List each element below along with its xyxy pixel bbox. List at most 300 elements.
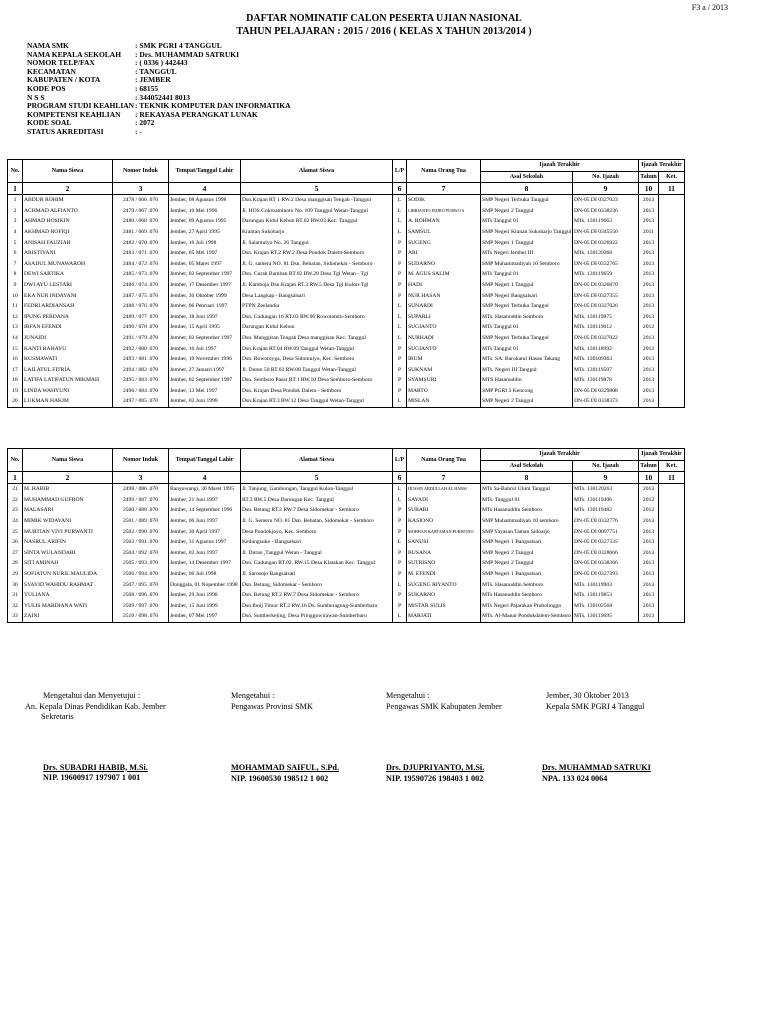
table-row xyxy=(8,291,685,302)
cell-ijazah: DN-05 DI 0327393 xyxy=(573,569,639,580)
col-header-no: No. xyxy=(8,449,23,472)
cell-induk: 2485 / 073 .070 xyxy=(113,269,169,280)
school-info-label: KOMPETENSI KEAHLIAN xyxy=(27,109,121,119)
cell-nama: ACHMAD ALFIANTO xyxy=(23,206,113,217)
cell-alamat: Darungan Kidul Kebun xyxy=(241,322,393,333)
cell-tahun: 2013 xyxy=(639,354,659,365)
student-table-part1 xyxy=(7,159,685,408)
cell-no: 32 xyxy=(8,601,23,612)
cell-ortu: MISTAR SULIS xyxy=(407,601,481,612)
cell-asal: SMP Negeri 1 Bangsalsari xyxy=(481,569,573,580)
cell-ket xyxy=(659,505,685,516)
cell-ket xyxy=(659,580,685,591)
cell-lp: P xyxy=(393,386,407,397)
cell-tahun: 2013 xyxy=(639,206,659,217)
cell-induk: 2507 / 095 .070 xyxy=(113,580,169,591)
col-number: 6 xyxy=(393,183,407,195)
cell-lp: L xyxy=(393,206,407,217)
cell-nama: LAILATUL FITRIA xyxy=(23,365,113,376)
col-number: 5 xyxy=(241,183,393,195)
cell-tahun: 2013 xyxy=(639,280,659,291)
col-number: 2 xyxy=(23,472,113,484)
school-info-label: N S S xyxy=(27,92,45,102)
col-header-no-ijazah: No. Ijazah xyxy=(573,171,639,183)
school-info-row xyxy=(27,111,435,120)
cell-tahun: 2012 xyxy=(639,505,659,516)
col-header-ttl: Tempat/Tanggal Lahir xyxy=(169,160,241,183)
cell-ttl: Jember, 15 Juni 1999 xyxy=(169,601,241,612)
cell-induk: 2481 / 069 .070 xyxy=(113,227,169,238)
cell-alamat: Dsn. Semboro Pasar RT.1 RW.10 Desa Semboro-Semboro xyxy=(241,375,393,386)
cell-ttl: Jember, 17 Desember 1997 xyxy=(169,280,241,291)
sig-line1: Mengetahui dan Menyetujui : xyxy=(43,691,141,700)
cell-ttl: Jember, 08 Agustus 1998 xyxy=(169,195,241,206)
school-info-label: KECAMATAN xyxy=(27,66,76,76)
cell-induk: 2490 / 078 .070 xyxy=(113,322,169,333)
col-number: 2 xyxy=(23,183,113,195)
school-info-row xyxy=(27,76,435,85)
cell-ijazah: DN-05 DI 0338366 xyxy=(573,558,639,569)
cell-no: 31 xyxy=(8,590,23,601)
cell-nama: SYAYID WAHIDU RAHMAT xyxy=(23,580,113,591)
cell-ijazah: MTs. 130102568 xyxy=(573,601,639,612)
cell-ket xyxy=(659,291,685,302)
cell-induk: 2497 / 085 .070 xyxy=(113,396,169,407)
cell-ortu: ARI xyxy=(407,248,481,259)
cell-lp: L xyxy=(393,396,407,407)
cell-lp: L xyxy=(393,484,407,495)
col-header-asal-sekolah: Asal Sekolah xyxy=(481,171,573,183)
cell-asal: MTs Tanggul 01 xyxy=(481,269,573,280)
sig-nip: NIP. 19590726 198403 1 002 xyxy=(386,773,484,783)
cell-ttl: Jember, 16 Juli 1998 xyxy=(169,238,241,249)
table-row xyxy=(8,227,685,238)
cell-asal: MTs Sa-Bahrul Ulum Tanggul xyxy=(481,484,573,495)
cell-no: 22 xyxy=(8,495,23,506)
col-number: 1 xyxy=(8,472,23,484)
cell-ortu: SAMSUL xyxy=(407,227,481,238)
cell-nama: IPUNG PERDANA xyxy=(23,312,113,323)
table-row xyxy=(8,195,685,206)
col-number: 1 xyxy=(8,183,23,195)
cell-ijazah: DN-05 DI 0328666 xyxy=(573,548,639,559)
cell-no: 7 xyxy=(8,259,23,270)
col-header-lp: L/P xyxy=(393,160,407,183)
cell-ket xyxy=(659,344,685,355)
cell-alamat: Dsn. Gadungan RT.02, RW.15 Desa Klatakan Kec. Tanggul xyxy=(241,558,393,569)
cell-no: 30 xyxy=(8,580,23,591)
student-table-part2 xyxy=(7,448,685,623)
cell-tahun: 2013 xyxy=(639,569,659,580)
table-row xyxy=(8,601,685,612)
col-header-ortu: Nama Orang Tua xyxy=(407,160,481,183)
cell-ket xyxy=(659,354,685,365)
col-number: 10 xyxy=(639,472,659,484)
cell-asal: SMP Negeri 2 Tanggul xyxy=(481,558,573,569)
cell-ket xyxy=(659,611,685,622)
cell-alamat: Dsn.Krajan RT 1 RW.2 Desa manggisan Tengah -Tanggul xyxy=(241,195,393,206)
cell-ortu: HUSSIN ABDULLAH AL HABSI xyxy=(407,484,481,495)
cell-nama: FEDRI ARDIANSAH xyxy=(23,301,113,312)
cell-ket xyxy=(659,558,685,569)
cell-ttl: Jember, 27 Januari 1997 xyxy=(169,365,241,376)
cell-ortu: IRUM xyxy=(407,354,481,365)
cell-alamat: Jl. Sarosojo Bangsalsari xyxy=(241,569,393,580)
school-info xyxy=(27,42,435,137)
cell-no: 18 xyxy=(8,375,23,386)
cell-ttl: Jember, 31 Agustus 1997 xyxy=(169,537,241,548)
cell-alamat: PTPN Zeelandia xyxy=(241,301,393,312)
cell-tahun: 2013 xyxy=(639,291,659,302)
cell-alamat: Krantan Sukoharjo xyxy=(241,227,393,238)
cell-ttl: Jember, 29 Juni 1998 xyxy=(169,590,241,601)
table-row xyxy=(8,386,685,397)
cell-alamat: Jl. Salamulyo No. 26 Tanggul xyxy=(241,238,393,249)
sig-line2: Pengawas SMK Kabupaten Jember xyxy=(386,701,502,711)
cell-no: 20 xyxy=(8,396,23,407)
cell-induk: 2504 / 092 .070 xyxy=(113,548,169,559)
sig-nip: NPA. 133 024 0064 xyxy=(542,773,608,783)
school-info-value: : Drs. MUHAMMAD SATRUKI xyxy=(135,49,240,59)
cell-ijazah: MTs. 130119482 xyxy=(573,505,639,516)
cell-ket xyxy=(659,484,685,495)
table-row xyxy=(8,580,685,591)
table-row xyxy=(8,527,685,538)
cell-asal: SMP Muhammadiyah 10 Semboro xyxy=(481,259,573,270)
cell-asal: MTs. Negeri III Tanggul xyxy=(481,365,573,376)
cell-nama: AHMAD HOSIKIN xyxy=(23,216,113,227)
cell-ijazah: MTs. 130119903 xyxy=(573,580,639,591)
cell-ttl: Jember, 09 Agustus 1995 xyxy=(169,216,241,227)
cell-ijazah: MTs. 130119612 xyxy=(573,322,639,333)
cell-alamat: Desa Pondokjoyo, Kec. Semboro xyxy=(241,527,393,538)
cell-alamat: Dsn.Ibnij Timur RT.2 RW.16 Ds. Sumberagung-Sumberbaru xyxy=(241,601,393,612)
cell-induk: 2503 / 091 .070 xyxy=(113,537,169,548)
table-row xyxy=(8,344,685,355)
cell-ttl: Banyuwangi, 30 Maret 1995 xyxy=(169,484,241,495)
cell-asal: SMP Yayasan Taman Sidoarjo xyxy=(481,527,573,538)
cell-alamat: Jl. Duren 50 RT.03 RW.08 Tanggul Wetan-Tanggul xyxy=(241,365,393,376)
table-row xyxy=(8,354,685,365)
cell-tahun: 2013 xyxy=(639,484,659,495)
cell-asal: SMP Muhammadiyah 10 semboro xyxy=(481,516,573,527)
cell-alamat: Jl. G. samera NO. 81 Dsn. Bebatan, Sidomekar - Semboro xyxy=(241,259,393,270)
cell-lp: P xyxy=(393,375,407,386)
cell-asal: MTs. Hasanuddin Semboro xyxy=(481,312,573,323)
cell-lp: P xyxy=(393,590,407,601)
cell-tahun: 2013 xyxy=(639,548,659,559)
cell-nama: YULIS MARDIANA WATI xyxy=(23,601,113,612)
cell-induk: 2484 / 072 .070 xyxy=(113,259,169,270)
sig-nip: NIP. 19600530 198512 1 002 xyxy=(231,773,329,783)
cell-ortu: NURHADI xyxy=(407,333,481,344)
school-info-value: : ( 0336 ) 442443 xyxy=(135,58,188,68)
col-header-ket: Ket. xyxy=(659,171,685,183)
cell-tahun: 2013 xyxy=(639,527,659,538)
cell-ijazah: DN-05 DI 0327023 xyxy=(573,195,639,206)
col-header-ijazah-terakhir-2: Ijazah Terakhir xyxy=(639,449,685,461)
cell-alamat: Jl. Tanjung, Gambongan, Tanggul Kulon-Tanggul xyxy=(241,484,393,495)
cell-induk: 2480 / 068 .070 xyxy=(113,216,169,227)
cell-ijazah: DN-05 DI 0327355 xyxy=(573,291,639,302)
cell-ijazah: MTs. 130119878 xyxy=(573,375,639,386)
cell-ttl: Jember, 06 Pebruari 1997 xyxy=(169,301,241,312)
cell-alamat: Dsn. Betung, Sidomekar - Semboro xyxy=(241,580,393,591)
cell-ket xyxy=(659,516,685,527)
cell-ttl: Jember, 05 Mei 1997 xyxy=(169,248,241,259)
cell-tahun: 2013 xyxy=(639,558,659,569)
signature-block-pengawas-provinsi xyxy=(231,691,339,784)
cell-alamat: Dsn.Krajan RT.04 RW.09 Tanggul Wetan-Tanggul xyxy=(241,344,393,355)
col-header-ijazah-terakhir: Ijazah Terakhir xyxy=(481,449,639,461)
cell-induk: 2493 / 081 .070 xyxy=(113,354,169,365)
col-header-tahun: Tahun xyxy=(639,460,659,472)
cell-tahun: 2013 xyxy=(639,248,659,259)
table-row xyxy=(8,365,685,376)
table-row xyxy=(8,569,685,580)
col-number: 9 xyxy=(573,472,639,484)
cell-tahun: 2013 xyxy=(639,375,659,386)
cell-alamat: Jl. HOS Cokroaminoto No. 109 Tanggul Wetan-Tanggul xyxy=(241,206,393,217)
sig-name: Drs. MUHAMMAD SATRUKI xyxy=(542,763,651,772)
cell-tahun: 2013 xyxy=(639,238,659,249)
cell-induk: 2498 / 086 .070 xyxy=(113,484,169,495)
cell-induk: 2479 / 067 .070 xyxy=(113,206,169,217)
col-number: 8 xyxy=(481,472,573,484)
cell-ortu: LIBRIANTO INDRO PURWO S xyxy=(407,206,481,217)
school-info-label: KODE SOAL xyxy=(27,118,72,128)
cell-no: 17 xyxy=(8,365,23,376)
cell-asal: MTs Hasanuddin Semboro xyxy=(481,505,573,516)
cell-no: 11 xyxy=(8,301,23,312)
table-row xyxy=(8,495,685,506)
cell-no: 19 xyxy=(8,386,23,397)
sig-name: MOHAMMAD SAIFUL, S.Pd. xyxy=(231,763,340,772)
col-header-ttl: Tempat/Tanggal Lahir xyxy=(169,449,241,472)
cell-nama: NASRUL ARIFIN xyxy=(23,537,113,548)
cell-nama: LINDA WAHYUNI xyxy=(23,386,113,397)
school-info-label: PROGRAM STUDI KEAHLIAN xyxy=(27,101,135,111)
cell-ortu: SUKNAM xyxy=(407,365,481,376)
cell-no: 33 xyxy=(8,611,23,622)
cell-nama: EKA NUR INDAYANI xyxy=(23,291,113,302)
cell-asal: MTS Hasanuddin xyxy=(481,375,573,386)
cell-lp: P xyxy=(393,291,407,302)
cell-ortu: SUKARNO xyxy=(407,590,481,601)
cell-no: 5 xyxy=(8,238,23,249)
col-number: 4 xyxy=(169,472,241,484)
school-info-row xyxy=(27,85,435,94)
cell-induk: 2478 / 066 .070 xyxy=(113,195,169,206)
school-info-value: : TEKNIK KOMPUTER DAN INFORMATIKA xyxy=(135,101,291,111)
table-row xyxy=(8,484,685,495)
cell-lp: P xyxy=(393,238,407,249)
school-info-label: KODE POS xyxy=(27,83,66,93)
cell-asal: MTs Negeri Jember III xyxy=(481,248,573,259)
sig-nip: NIP. 19600917 197907 1 001 xyxy=(43,773,141,782)
cell-no: 13 xyxy=(8,322,23,333)
cell-lp: L xyxy=(393,301,407,312)
cell-lp: P xyxy=(393,269,407,280)
cell-ijazah: MTs. 130119875 xyxy=(573,312,639,323)
cell-asal: MTs. Tanggul 01 xyxy=(481,495,573,506)
cell-ortu: SUDARNO xyxy=(407,259,481,270)
cell-alamat: Dsn. Rowotoyga, Desa Sidomulyo, Kec. Semboro xyxy=(241,354,393,365)
cell-ttl: Jember, 14 September 1996 xyxy=(169,505,241,516)
table-row xyxy=(8,312,685,323)
cell-induk: 2487 / 075 .070 xyxy=(113,291,169,302)
cell-ttl: Jember, 06 Juli 1998 xyxy=(169,569,241,580)
table-row xyxy=(8,396,685,407)
cell-no: 26 xyxy=(8,537,23,548)
cell-nama: MURTIAN VIVI PURWANTI xyxy=(23,527,113,538)
cell-nama: SINTA WULANDARI xyxy=(23,548,113,559)
cell-ortu: SUGIANTO xyxy=(407,322,481,333)
cell-alamat: Dsn.Krajan RT.3 RW.12 Desa Tanggul Wetan-Tanggul xyxy=(241,396,393,407)
cell-ttl: Jember, 05 Maret 1997 xyxy=(169,259,241,270)
cell-asal: MTs. Hasanuddin Semboro xyxy=(481,580,573,591)
cell-induk: 2510 / 098 .070 xyxy=(113,611,169,622)
cell-ttl: Jember, 15 April 1995 xyxy=(169,322,241,333)
school-info-value: : JEMBER xyxy=(135,75,171,85)
cell-induk: 2492 / 080 .070 xyxy=(113,344,169,355)
sig-name: Drs. SUBADRI HABIB, M.Si. xyxy=(43,762,148,772)
cell-no: 29 xyxy=(8,569,23,580)
signature-block-kepala-sekolah xyxy=(542,691,651,784)
cell-no: 15 xyxy=(8,344,23,355)
cell-lp: L xyxy=(393,312,407,323)
cell-nama: ZAINI xyxy=(23,611,113,622)
table-row xyxy=(8,558,685,569)
col-number: 10 xyxy=(639,183,659,195)
table-row xyxy=(8,537,685,548)
signature-block-pengawas-kabupaten xyxy=(386,691,502,784)
cell-ijazah: MTs. 130118992 xyxy=(573,344,639,355)
cell-nama: AKHMAD ROFIQI xyxy=(23,227,113,238)
sig-line1: Mengetahui : xyxy=(231,691,275,700)
table-row xyxy=(8,269,685,280)
cell-asal: SMP Negeri Terbuka Tanggul xyxy=(481,333,573,344)
table-row xyxy=(8,611,685,622)
cell-induk: 2505 / 093 .070 xyxy=(113,558,169,569)
cell-ortu: MARTO xyxy=(407,386,481,397)
cell-ttl: Jember, 02 Juni 1998 xyxy=(169,396,241,407)
cell-ijazah: DN-05 DI 0329808 xyxy=(573,386,639,397)
table-row xyxy=(8,248,685,259)
cell-nama: MALASARI xyxy=(23,505,113,516)
school-info-value: : SMK PGRI 4 TANGGUL xyxy=(135,41,222,50)
form-code: F3 a / 2013 xyxy=(691,3,728,12)
cell-asal: MTs Tanggul 01 xyxy=(481,322,573,333)
cell-induk: 2491 / 079 .070 xyxy=(113,333,169,344)
cell-ijazah: DN-05 DI 0326922 xyxy=(573,238,639,249)
cell-ijazah: DN-05 DI 0332776 xyxy=(573,516,639,527)
table-row xyxy=(8,548,685,559)
cell-no: 23 xyxy=(8,505,23,516)
cell-nama: ABDUR ROHIM xyxy=(23,195,113,206)
cell-ijazah: MTs. 130119659 xyxy=(573,269,639,280)
cell-lp: L xyxy=(393,580,407,591)
sig-line2: An. Kepala Dinas Pendidikan Kab. Jember xyxy=(25,701,166,711)
cell-ttl: Jember, 14 Desember 1997 xyxy=(169,558,241,569)
cell-ket xyxy=(659,537,685,548)
cell-ortu: SUPARLI xyxy=(407,312,481,323)
cell-asal: MTs Negeri Pajarakan Probolinggo xyxy=(481,601,573,612)
cell-ijazah: MTs. 130119695 xyxy=(573,611,639,622)
cell-induk: 2489 / 077 .070 xyxy=(113,312,169,323)
cell-tahun: 2013 xyxy=(639,580,659,591)
cell-tahun: 2013 xyxy=(639,259,659,270)
cell-ket xyxy=(659,495,685,506)
cell-lp: L xyxy=(393,195,407,206)
cell-tahun: 2013 xyxy=(639,269,659,280)
cell-induk: 2508 / 096 .070 xyxy=(113,590,169,601)
cell-ijazah: DN-05 DI 0326870 xyxy=(573,280,639,291)
col-header-asal-sekolah: Asal Sekolah xyxy=(481,460,573,472)
cell-ttl: Jember, 07 Mei 1997 xyxy=(169,611,241,622)
table-row xyxy=(8,322,685,333)
cell-ket xyxy=(659,248,685,259)
cell-ket xyxy=(659,322,685,333)
cell-ortu: SUTRISNO xyxy=(407,558,481,569)
cell-ijazah: MTs. 130109363 xyxy=(573,354,639,365)
table-row xyxy=(8,206,685,217)
cell-tahun: 2013 xyxy=(639,216,659,227)
cell-ttl: Jember, 02 September 1997 xyxy=(169,333,241,344)
cell-nama: JUNAIDI xyxy=(23,333,113,344)
cell-ttl: Jember, 06 Juni 1997 xyxy=(169,516,241,527)
cell-lp: P xyxy=(393,248,407,259)
table-row xyxy=(8,216,685,227)
cell-induk: 2482 / 070 .070 xyxy=(113,238,169,249)
cell-ortu: SODIK xyxy=(407,195,481,206)
cell-nama: MIMIK WIDAYANI xyxy=(23,516,113,527)
col-header-no-ijazah: No. Ijazah xyxy=(573,460,639,472)
cell-alamat: RT.3 RW.5 Desa Darungan Kec. Tanggul xyxy=(241,495,393,506)
cell-ortu: HADI xyxy=(407,280,481,291)
col-header-nama: Nama Siswa xyxy=(23,449,113,472)
cell-alamat: Dsn. Sumberkejing, Desa Pringgowirawan-Sumberbaru xyxy=(241,611,393,622)
cell-tahun: 2013 xyxy=(639,333,659,344)
cell-ket xyxy=(659,206,685,217)
school-info-value: : TANGGUL xyxy=(135,66,177,76)
cell-asal: SMP Negeri 2 Tanggul xyxy=(481,206,573,217)
cell-no: 1 xyxy=(8,195,23,206)
cell-no: 6 xyxy=(8,248,23,259)
cell-lp: P xyxy=(393,344,407,355)
cell-ijazah: DN-05 DI 0332765 xyxy=(573,259,639,270)
cell-tahun: 2012 xyxy=(639,344,659,355)
cell-nama: DWI AYU LESTARI xyxy=(23,280,113,291)
cell-ijazah: DN-05 DI 0097751 xyxy=(573,527,639,538)
cell-ortu: M. AGUS SALIM xyxy=(407,269,481,280)
cell-ortu: KASIONO xyxy=(407,516,481,527)
cell-lp: L xyxy=(393,495,407,506)
cell-ket xyxy=(659,227,685,238)
cell-ket xyxy=(659,527,685,538)
cell-nama: IRFAN EFENDI xyxy=(23,322,113,333)
cell-nama: KUSMAWATI xyxy=(23,354,113,365)
cell-ttl: Jember, 18 Juni 1997 xyxy=(169,312,241,323)
cell-lp: L xyxy=(393,216,407,227)
cell-ket xyxy=(659,269,685,280)
cell-ket xyxy=(659,301,685,312)
cell-ket xyxy=(659,365,685,376)
cell-asal: SMP Negeri 2 Tanggul xyxy=(481,396,573,407)
cell-ket xyxy=(659,590,685,601)
col-number: 4 xyxy=(169,183,241,195)
cell-ortu: MISLAN xyxy=(407,396,481,407)
